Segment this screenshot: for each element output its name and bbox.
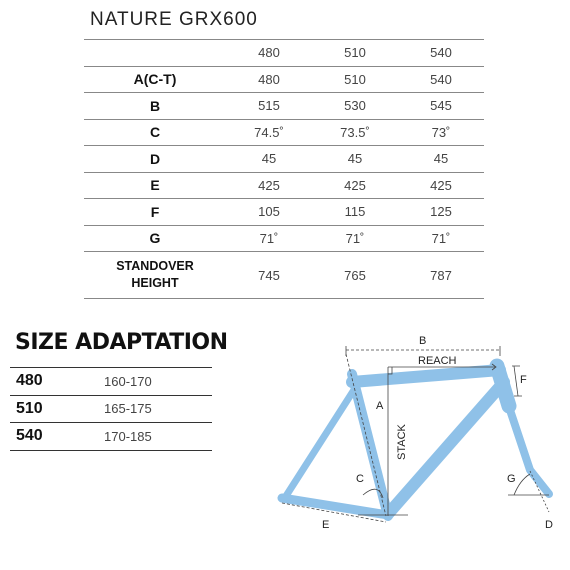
table-row — [84, 66, 484, 93]
label-g: G — [507, 473, 516, 485]
label-c: C — [356, 473, 364, 485]
geometry-table — [84, 39, 484, 299]
header-empty-cell — [84, 40, 226, 67]
label-a: A — [376, 400, 384, 412]
table-cell: 105 — [226, 199, 312, 226]
table-cell: 425 — [398, 172, 484, 199]
standover-label-line1: STANDOVER — [116, 259, 194, 273]
table-cell: 45 — [312, 146, 398, 173]
row-label: F — [84, 199, 226, 226]
size-adaptation-title: SIZE ADAPTATION — [15, 330, 228, 355]
table-cell: 745 — [226, 252, 312, 299]
table-cell: 787 — [398, 252, 484, 299]
row-label: E — [84, 172, 226, 199]
table-cell: 45 — [398, 146, 484, 173]
table-cell: 480 — [226, 66, 312, 93]
row-label: B — [84, 93, 226, 120]
size-row — [10, 368, 212, 396]
size-adaptation-table — [10, 367, 212, 451]
table-cell: 45 — [226, 146, 312, 173]
table-cell: 125 — [398, 199, 484, 226]
table-cell: 515 — [226, 93, 312, 120]
row-label: G — [84, 225, 226, 252]
label-stack: STACK — [396, 424, 408, 460]
bike-frame — [282, 366, 549, 516]
table-header-row — [84, 40, 484, 67]
height-range: 160-170 — [104, 368, 212, 396]
size-row — [10, 395, 212, 423]
label-e: E — [322, 519, 330, 531]
table-cell: 540 — [398, 66, 484, 93]
chain-stay — [282, 498, 388, 515]
table-row — [84, 119, 484, 146]
header-size-cell: 540 — [398, 40, 484, 67]
f-dimension-line — [514, 366, 518, 396]
height-range: 165-175 — [104, 395, 212, 423]
table-cell: 73.5˚ — [312, 119, 398, 146]
page-title: NATURE GRX600 — [90, 9, 258, 30]
table-row — [84, 146, 484, 173]
standover-label-line2: HEIGHT — [131, 276, 179, 290]
seat-tube — [352, 374, 388, 516]
table-cell: 530 — [312, 93, 398, 120]
table-cell: 73˚ — [398, 119, 484, 146]
table-cell: 545 — [398, 93, 484, 120]
header-size-cell: 480 — [226, 40, 312, 67]
row-label: A(C-T) — [84, 66, 226, 93]
table-cell: 74.5˚ — [226, 119, 312, 146]
row-label: C — [84, 119, 226, 146]
table-row — [84, 199, 484, 226]
size-row — [10, 423, 212, 451]
label-d: D — [545, 519, 553, 531]
header-size-cell: 510 — [312, 40, 398, 67]
head-tube — [497, 366, 509, 406]
table-cell: 71˚ — [226, 225, 312, 252]
table-cell: 71˚ — [312, 225, 398, 252]
table-row-standover — [84, 252, 484, 299]
seat-stay — [286, 382, 359, 496]
size-value: 510 — [10, 395, 104, 423]
table-cell: 425 — [312, 172, 398, 199]
row-label: D — [84, 146, 226, 173]
g-angle-arc — [514, 474, 530, 495]
height-range: 170-185 — [104, 423, 212, 451]
table-row — [84, 93, 484, 120]
frame-geometry-diagram — [268, 330, 568, 560]
row-label-standover — [84, 252, 226, 299]
table-cell: 510 — [312, 66, 398, 93]
label-b: B — [419, 335, 427, 347]
size-value: 480 — [10, 368, 104, 396]
table-cell: 115 — [312, 199, 398, 226]
label-reach: REACH — [418, 355, 457, 367]
table-cell: 71˚ — [398, 225, 484, 252]
table-row — [84, 172, 484, 199]
size-value: 540 — [10, 423, 104, 451]
table-row — [84, 225, 484, 252]
table-cell: 425 — [226, 172, 312, 199]
top-tube — [352, 370, 500, 382]
table-cell: 765 — [312, 252, 398, 299]
label-f: F — [520, 374, 527, 386]
